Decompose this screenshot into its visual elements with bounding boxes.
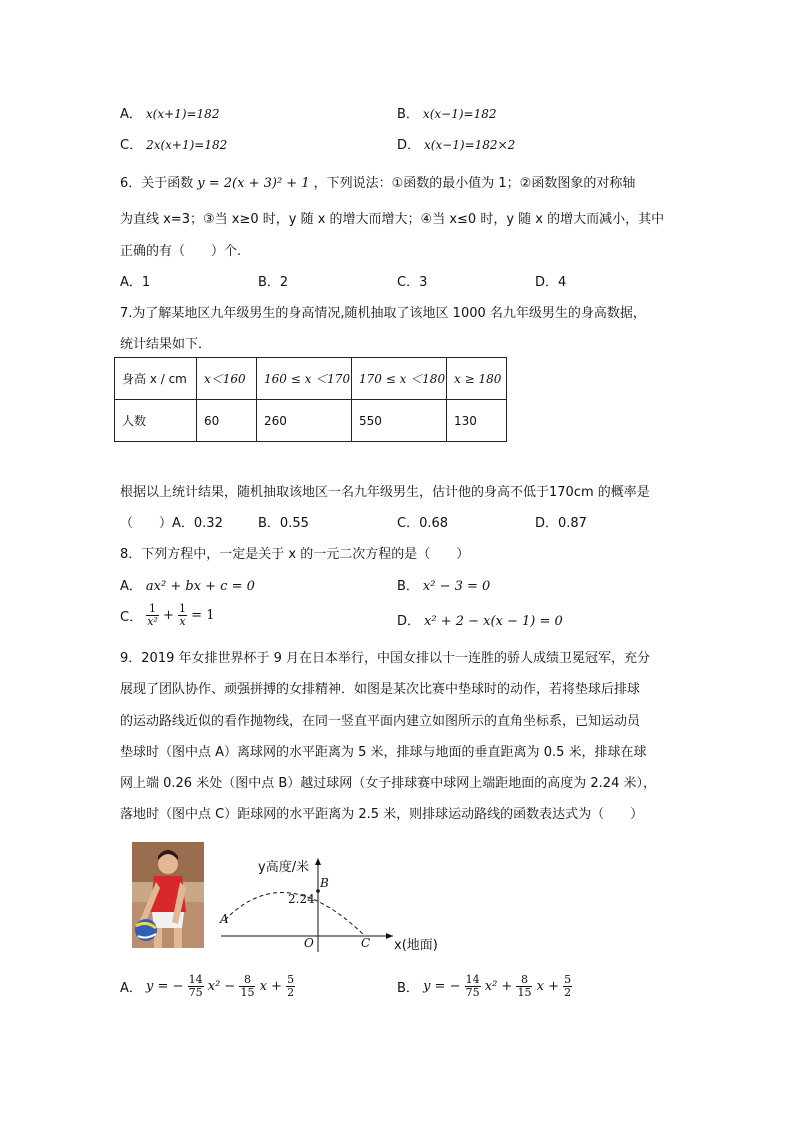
option-expr: 2x(x+1)=182 bbox=[146, 138, 228, 152]
q8-option-c: C． $\frac{1}{\text{x²}}$ + $\frac{1}{x}$ = 1 bbox=[120, 602, 215, 628]
q6-stem-b: ，下列说法：①函数的最小值为 1；②函数图象的对称轴 bbox=[313, 176, 636, 191]
height-stats-table bbox=[114, 357, 507, 442]
fraction bbox=[188, 974, 204, 999]
option-expr: y = − bbox=[423, 979, 461, 994]
option-label: C． bbox=[120, 138, 143, 153]
denominator: x² bbox=[147, 615, 158, 628]
numerator: 5 bbox=[287, 973, 295, 986]
denominator: 15 bbox=[517, 986, 532, 999]
q5-option-a bbox=[120, 103, 219, 122]
height-value-label: 2.24 bbox=[288, 892, 315, 906]
option-label: C． bbox=[120, 610, 143, 625]
q7-option-a: A．0.32 bbox=[172, 516, 223, 531]
option-expr: x + bbox=[259, 979, 282, 994]
q6-stem-a: 6．关于函数 bbox=[120, 176, 194, 191]
fraction bbox=[465, 974, 481, 999]
q8-option-a bbox=[120, 575, 255, 594]
table-cell: 170 ≤ x ＜180 bbox=[352, 358, 447, 400]
y-axis-arrow-icon bbox=[315, 858, 321, 865]
point-c-label: C bbox=[361, 936, 371, 950]
q9-option-a bbox=[120, 974, 295, 999]
table-cell: 身高 x / cm bbox=[115, 358, 197, 400]
q8-option-d bbox=[397, 610, 563, 629]
numerator: 14 bbox=[188, 973, 203, 986]
option-expr: x(x+1)=182 bbox=[145, 107, 220, 121]
q7-answer-paren: （ ） bbox=[120, 516, 173, 531]
q7-line2: 统计结果如下． bbox=[120, 337, 212, 352]
q9-line: 垫球时（图中点 A）离球网的水平距离为 5 米，排球与地面的垂直距离为 0.5 米，排球在球 bbox=[120, 745, 647, 760]
q7-option-b: B．0.55 bbox=[258, 516, 309, 531]
option-label: A． bbox=[120, 579, 142, 594]
x-axis-label: x(地面) bbox=[394, 938, 438, 953]
q9-line: 9．2019 年女排世界杯于 9 月在日本举行，中国女排以十一连胜的骄人成绩卫冕冠军，充分 bbox=[120, 651, 651, 666]
volleyball-player-photo bbox=[132, 842, 204, 948]
option-expr: x(x−1)=182×2 bbox=[424, 138, 516, 152]
fraction bbox=[286, 974, 295, 999]
x-axis-arrow-icon bbox=[386, 933, 393, 939]
denominator: 2 bbox=[564, 986, 572, 999]
q9-line: 的运动路线近似的看作抛物线，在同一竖直平面内建立如图所示的直角坐标系，已知运动员 bbox=[120, 714, 641, 729]
q6-option-d: D．4 bbox=[535, 275, 567, 290]
q6-line3: 正确的有（ ）个. bbox=[120, 244, 242, 259]
numerator: 14 bbox=[465, 973, 480, 986]
q5-option-b bbox=[397, 103, 496, 122]
option-expr: x² − 3 = 0 bbox=[422, 579, 491, 594]
q6-line1 bbox=[120, 172, 635, 191]
option-label: B． bbox=[397, 107, 419, 122]
option-expr: x(x−1)=182 bbox=[422, 107, 497, 121]
table-header-row bbox=[115, 358, 507, 400]
trajectory-diagram bbox=[215, 852, 455, 956]
denominator: 2 bbox=[287, 986, 295, 999]
fraction bbox=[146, 603, 159, 628]
option-expr: x² − bbox=[207, 979, 236, 994]
point-a-label: A bbox=[220, 912, 229, 926]
q9-line: 落地时（图中点 C）距球网的水平距离为 2.5 米，则排球运动路线的函数表达式为（ ） bbox=[120, 807, 644, 822]
option-expr-rest: = 1 bbox=[191, 608, 215, 623]
q6-line2: 为直线 x=3；③当 x≥0 时，y 随 x 的增大而增大；④当 x≤0 时，y 随 x 的增大而减小，其中 bbox=[120, 212, 665, 227]
fraction bbox=[516, 974, 532, 999]
q8-option-b bbox=[397, 575, 490, 594]
q5-option-c bbox=[120, 134, 227, 153]
fraction bbox=[239, 974, 255, 999]
table-cell: x ≥ 180 bbox=[447, 358, 507, 400]
option-expr: x² + 2 − x(x − 1) = 0 bbox=[424, 614, 563, 629]
option-label: A． bbox=[120, 107, 142, 122]
option-label: D． bbox=[397, 138, 421, 153]
option-label: B． bbox=[397, 981, 419, 996]
q7-line1: 7.为了解某地区九年级男生的身高情况,随机抽取了该地区 1000 名九年级男生的身高数据， bbox=[120, 306, 646, 321]
table-cell: 160 ≤ x ＜170 bbox=[257, 358, 352, 400]
table-cell: 550 bbox=[352, 400, 447, 442]
q7-option-d: D．0.87 bbox=[535, 516, 587, 531]
fraction bbox=[178, 603, 187, 628]
origin-label: O bbox=[304, 936, 314, 950]
numerator: 5 bbox=[564, 973, 572, 986]
option-expr: ax² + bx + c = 0 bbox=[145, 579, 255, 594]
numerator: 1 bbox=[146, 603, 159, 616]
q5-option-d bbox=[397, 134, 515, 153]
q9-option-b bbox=[397, 974, 572, 999]
option-label: B． bbox=[397, 579, 419, 594]
q9-line: 网上端 0.26 米处（图中点 B）越过球网（女子排球赛中球网上端距地面的高度为 2.24 米）， bbox=[120, 776, 656, 791]
denominator: 75 bbox=[465, 986, 480, 999]
q6-option-c: C．3 bbox=[397, 275, 428, 290]
option-expr: y = − bbox=[146, 979, 184, 994]
option-expr: x + bbox=[536, 979, 559, 994]
q7-option-c: C．0.68 bbox=[397, 516, 449, 531]
q7-question: 根据以上统计结果，随机抽取该地区一名九年级男生，估计他的身高不低于170cm 的概率是 bbox=[120, 485, 650, 500]
denominator: 15 bbox=[240, 986, 255, 999]
denominator: x bbox=[179, 615, 186, 628]
option-expr: x² + bbox=[484, 979, 513, 994]
table-cell: 人数 bbox=[115, 400, 197, 442]
numerator: 1 bbox=[179, 602, 187, 615]
q6-function: y = 2(x + 3)² + 1 bbox=[197, 176, 310, 191]
q9-line: 展现了团队协作、顽强拼搏的女排精神．如图是某次比赛中垫球时的动作，若将垫球后排球 bbox=[120, 682, 641, 697]
option-label: A． bbox=[120, 981, 142, 996]
table-cell: 260 bbox=[257, 400, 352, 442]
point-b-label: B bbox=[320, 876, 329, 890]
numerator: 8 bbox=[239, 974, 255, 987]
option-label: D． bbox=[397, 614, 421, 629]
table-row bbox=[115, 400, 507, 442]
denominator: 75 bbox=[188, 986, 203, 999]
numerator: 8 bbox=[516, 974, 532, 987]
y-axis-label: y高度/米 bbox=[258, 860, 310, 875]
table-cell: 130 bbox=[447, 400, 507, 442]
q6-option-a: A．1 bbox=[120, 275, 151, 290]
table-cell: x＜160 bbox=[197, 358, 257, 400]
q6-option-b: B．2 bbox=[258, 275, 289, 290]
fraction bbox=[563, 974, 572, 999]
table-cell: 60 bbox=[197, 400, 257, 442]
q8-stem: 8．下列方程中，一定是关于 x 的一元二次方程的是（ ） bbox=[120, 547, 470, 562]
